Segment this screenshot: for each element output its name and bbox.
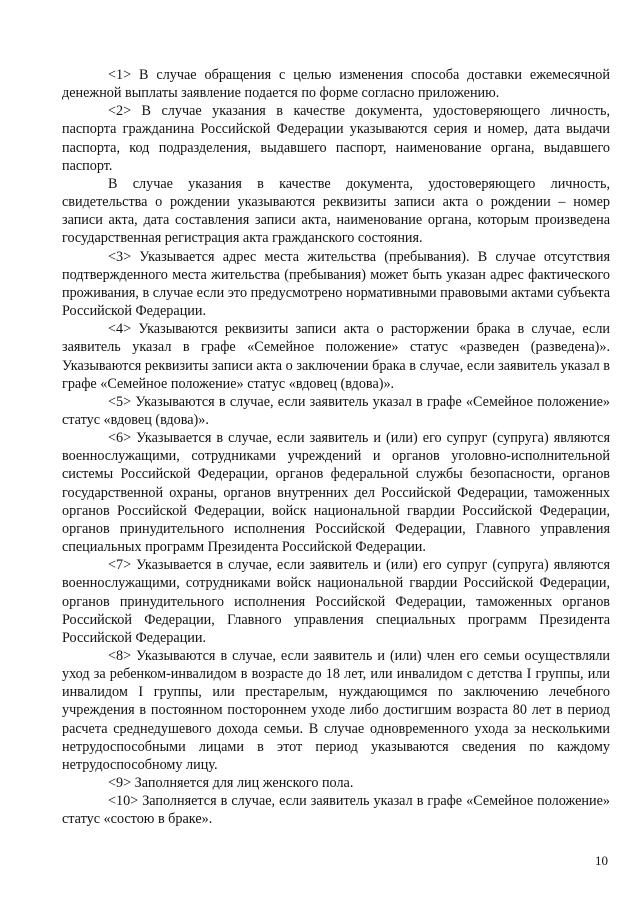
footnote-4: <4> Указываются реквизиты записи акта о расторжении брака в случае, если заявитель указал в графе «Семейное положение» статус «разведен (разведена)». Указываются реквизиты записи акта о заключении брака в случае, если заявитель указал в графе «Семейное положение» статус «вдовец (вдова)». xyxy=(62,321,610,392)
footnote-2-continuation: В случае указания в качестве документа, удостоверяющего личность, свидетельства о рождении указываются реквизиты записи акта о рождении – номер записи акта, дата составления записи акта, наименование органа, которым произведена государственная регистрация акта гражданского состояния. xyxy=(62,175,610,247)
footnote-8: <8> Указываются в случае, если заявитель и (или) член его семьи осуществляли уход за ребенком-инвалидом в возрасте до 18 лет, или инвалидом с детства I группы, или инвалидом I группы, или престарелым, нуждающимся по заключению лечебного учреждения в постоянном постороннем уходе либо достигшим возраста 80 лет в период расчета среднедушевого дохода семьи. В случае одновременного ухода за несколькими нетрудоспособными лицами в этот период указываются сведения по каждому нетрудоспособному лицу. xyxy=(62,648,610,773)
page-number: 10 xyxy=(595,853,608,868)
footnote-7: <7> Указывается в случае, если заявитель и (или) его супруг (супруга) являются военнослужащими, сотрудниками войск национальной гвардии Российской Федерации, органов принудительного исполнения Российской Федерации, таможенных органов Российской Федерации, Главного управления специальных программ Президента Российской Федерации. xyxy=(62,557,610,646)
footnote-5: <5> Указываются в случае, если заявитель указал в графе «Семейное положение» статус «вдовец (вдова)». xyxy=(62,393,610,428)
footnotes-block xyxy=(62,66,610,829)
footnote-6: <6> Указывается в случае, если заявитель и (или) его супруг (супруга) являются военнослужащими, сотрудниками учреждений и органов уголовно-исполнительной системы Российской Федерации, органов федеральной службы безопасности, органов государственной охраны, органов внутренних дел Российской Федерации, таможенных органов Российской Федерации, войск национальной гвардии Российской Федерации, органов принудительного исполнения Российской Федерации, Главного управления специальных программ Президента Российской Федерации. xyxy=(62,430,610,556)
footnote-3: <3> Указывается адрес места жительства (пребывания). В случае отсутствия подтвержденного места жительства (пребывания) может быть указан адрес фактического проживания, в случае если это предусмотрено нормативными правовыми актами субъекта Российской Федерации. xyxy=(62,248,610,320)
footnote-1: <1> В случае обращения с целью изменения способа доставки ежемесячной денежной выплаты заявление подается по форме согласно приложению. xyxy=(62,67,610,102)
footnote-2: <2> В случае указания в качестве документа, удостоверяющего личность, паспорта гражданина Российской Федерации указываются серия и номер, дата выдачи паспорта, код подразделения, выдавшего паспорт, наименование органа, выдавшего паспорт. xyxy=(62,103,610,174)
footnote-9: <9> Заполняется для лиц женского пола. xyxy=(108,775,354,792)
footnote-10: <10> Заполняется в случае, если заявитель указал в графе «Семейное положение» статус «состою в браке». xyxy=(62,793,610,828)
